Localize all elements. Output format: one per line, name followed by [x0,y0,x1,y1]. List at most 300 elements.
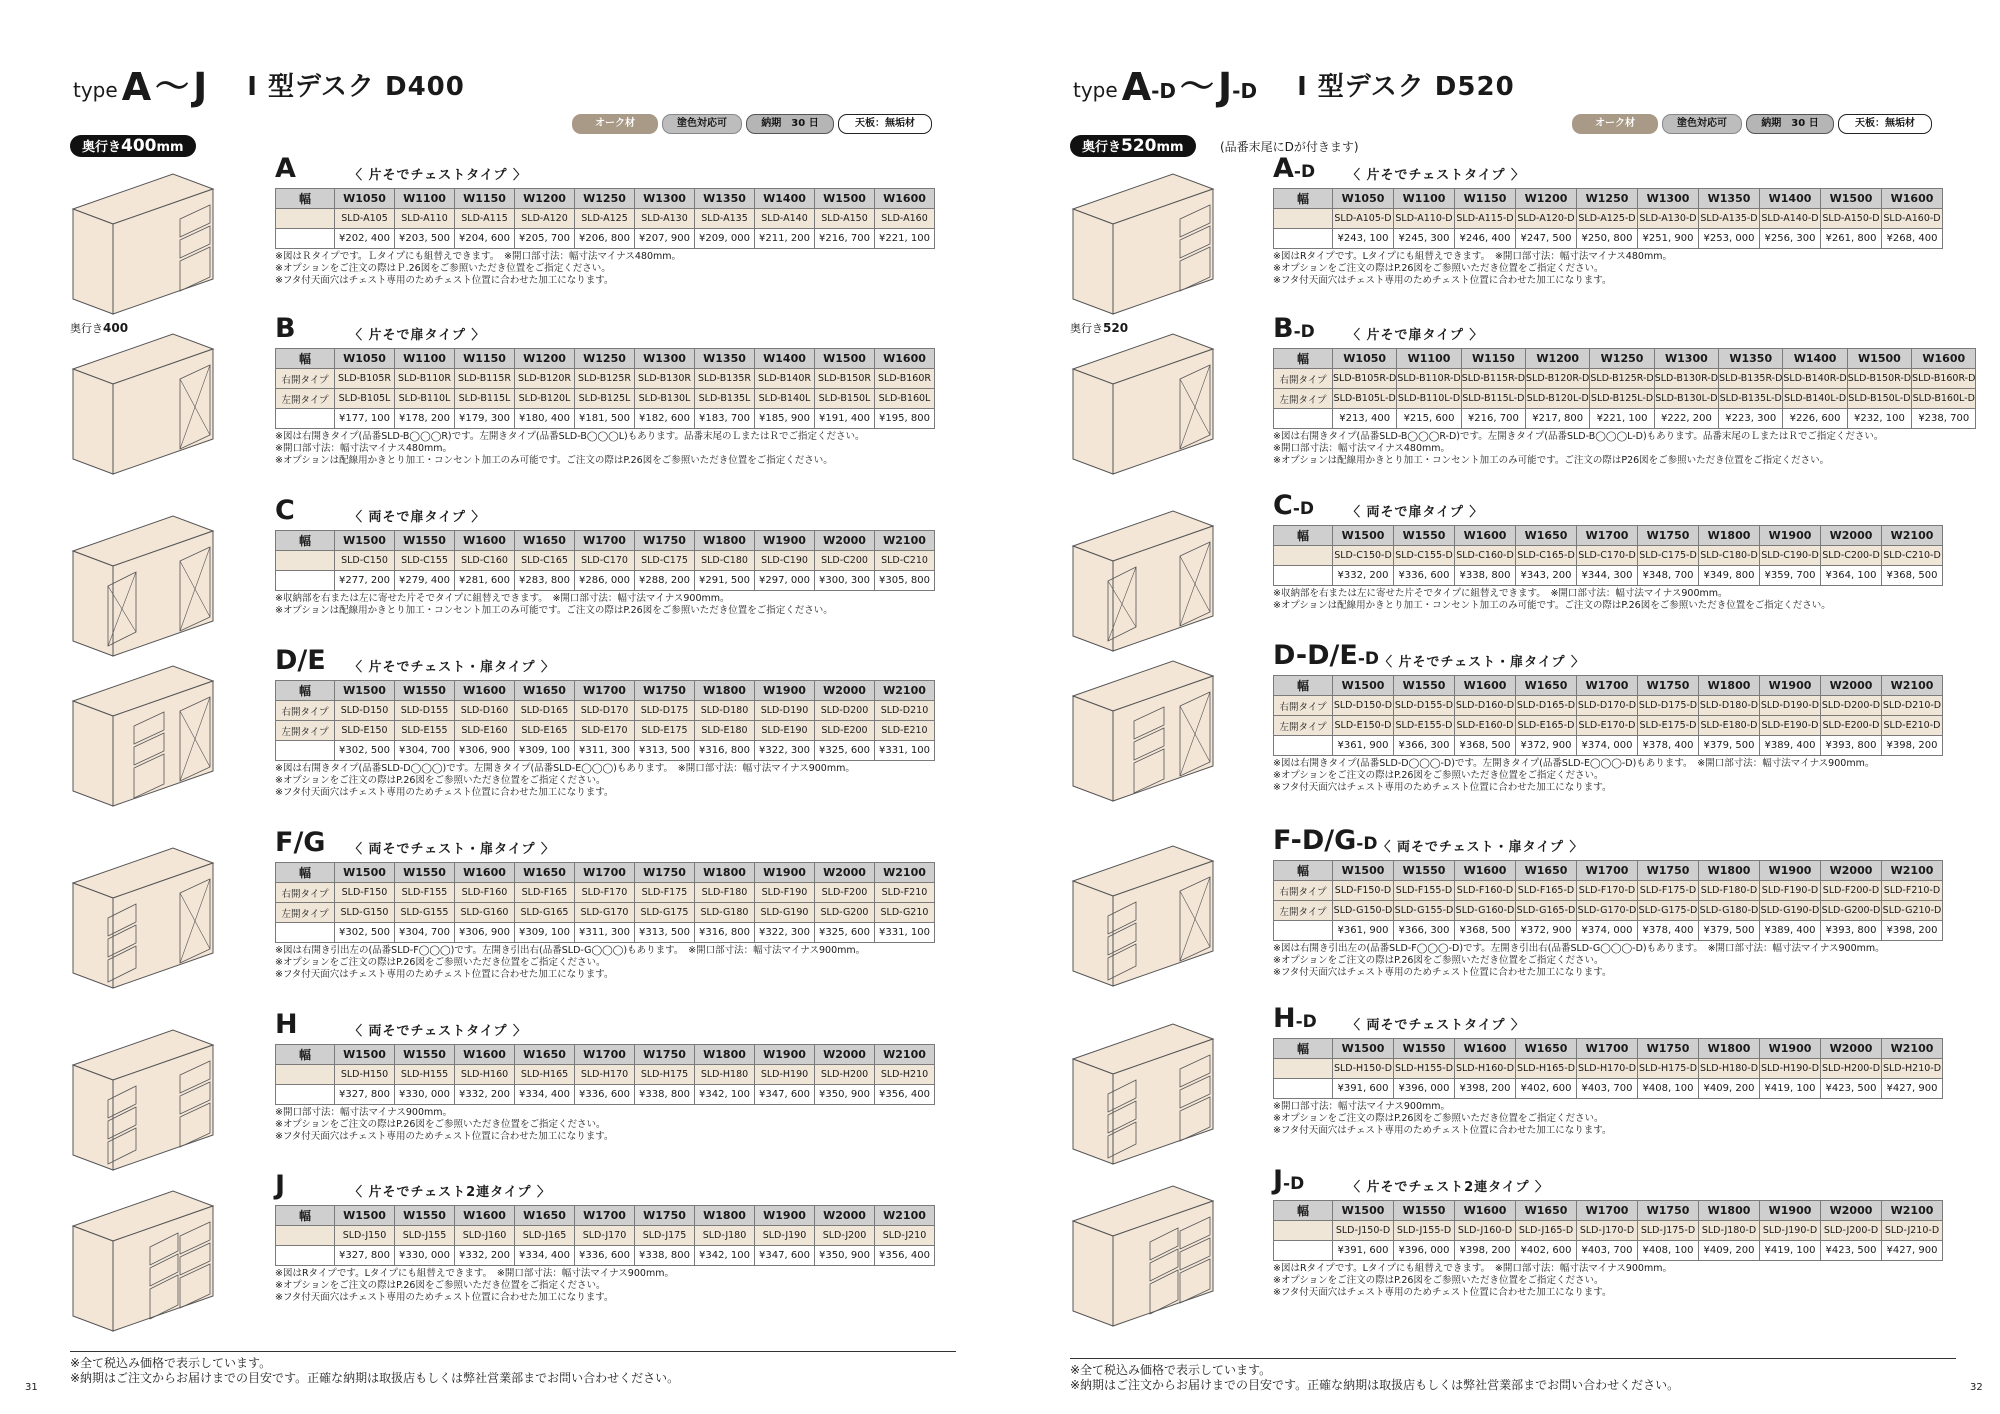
table-cell: SLD-F160 [455,883,515,903]
table-cell: SLD-B110R-D [1397,369,1461,389]
price-cell: ¥209, 000 [695,229,755,249]
table-header-cell: 幅 [1274,1039,1333,1059]
price-cell: ¥409, 200 [1699,1241,1760,1261]
price-cell: ¥247, 500 [1516,229,1577,249]
price-cell: ¥222, 200 [1654,409,1718,429]
table-cell: SLD-E155-D [1394,716,1455,736]
table-cell: SLD-C150 [335,551,395,571]
table-header-cell: W1350 [695,349,755,369]
price-cell: ¥316, 800 [695,923,755,943]
table-row [276,551,935,571]
section-subtitle: 〈 両そでチェストタイプ 〉 [1347,1018,1526,1033]
price-table [1273,525,1943,586]
table-cell: SLD-J210 [875,1226,935,1246]
note-line: ※オプションをご注文の際はP.26図をご参照いただき位置をご指定ください。 [1273,1275,1604,1286]
section-notes [275,763,935,799]
table-cell: SLD-A110-D [1394,209,1455,229]
table-header-cell: W1050 [1333,189,1394,209]
price-cell: ¥361, 900 [1333,921,1394,941]
price-cell: ¥368, 500 [1455,921,1516,941]
table-row [276,1226,935,1246]
price-table [1273,675,1943,756]
note-line: ※図はＲタイプです。Ｌタイプにも組替えできます。 ※開口部寸法：幅寸法マイナス480mm。 [275,251,682,262]
price-cell: ¥398, 200 [1882,736,1943,756]
table-cell: SLD-D170 [575,701,635,721]
table-header-cell: W1900 [755,1045,815,1065]
price-cell: ¥342, 100 [695,1246,755,1266]
table-cell: SLD-H165 [515,1065,575,1085]
table-header-cell: W1500 [335,1206,395,1226]
table-cell: SLD-C190 [755,551,815,571]
table-header-cell: 幅 [1274,526,1333,546]
price-cell: ¥334, 400 [515,1085,575,1105]
section-subtitle: 〈 両そでチェスト・扉タイプ 〉 [1377,840,1584,855]
table-cell: SLD-F160-D [1455,881,1516,901]
table-row [276,923,935,943]
row-label [1274,1079,1333,1099]
table-row [276,903,935,923]
table-cell: SLD-J165 [515,1226,575,1246]
table-cell: SLD-B140R-D [1783,369,1847,389]
price-cell: ¥393, 800 [1821,921,1882,941]
table-cell: SLD-G155-D [1394,901,1455,921]
price-cell: ¥306, 900 [455,923,515,943]
price-cell: ¥221, 100 [1590,409,1654,429]
table-cell: SLD-H200-D [1821,1059,1882,1079]
table-cell: SLD-D165-D [1516,696,1577,716]
table-cell: SLD-B110R [395,369,455,389]
table-cell: SLD-D150 [335,701,395,721]
desk-illustration-icon [1068,164,1218,328]
table-header-cell: W1200 [1516,189,1577,209]
table-row [1274,566,1943,586]
table-header-cell: W1500 [815,349,875,369]
desk-illustration-icon [68,1020,218,1184]
table-cell: SLD-F165 [515,883,575,903]
table-header-cell: W1900 [1760,1201,1821,1221]
table-header-cell: W1550 [395,863,455,883]
table-header-cell: W2000 [815,531,875,551]
table-header-cell: W1750 [635,1045,695,1065]
table-header-cell: W1900 [1760,1039,1821,1059]
table-header-cell: W1900 [755,531,815,551]
price-cell: ¥281, 600 [455,571,515,591]
badge-top: 天板：無垢材 [1838,114,1932,134]
table-header-cell: W1750 [1638,526,1699,546]
price-cell: ¥338, 800 [635,1246,695,1266]
row-label [1274,736,1333,756]
desk-illustration-icon [1068,1014,1218,1178]
table-cell: SLD-B120L [515,389,575,409]
badge-top: 天板：無垢材 [838,114,932,134]
table-header-cell: W1650 [515,681,575,701]
table-cell: SLD-D200 [815,701,875,721]
price-cell: ¥368, 500 [1882,566,1943,586]
price-cell: ¥191, 400 [815,409,875,429]
table-cell: SLD-F210 [875,883,935,903]
note-line: ※オプションをご注文の際はP.26図をご参照いただき位置をご指定ください。 [275,1280,606,1291]
table-header-cell: W2000 [1821,526,1882,546]
table-cell: SLD-A135-D [1699,209,1760,229]
table-cell: SLD-B125R-D [1590,369,1654,389]
section-1 [275,313,935,467]
table-header-cell: W2100 [875,1206,935,1226]
note-line: ※フタ付天面穴はチェスト専用のためチェスト位置に合わせた加工になります。 [275,787,614,798]
table-cell: SLD-A115 [455,209,515,229]
price-cell: ¥338, 800 [1455,566,1516,586]
table-row [276,1246,935,1266]
note-line: ※オプションは配線用かきとり加工・コンセント加工のみ可能です。ご注文の際はP.26図をご参照いただき位置をご指定ください。 [275,605,833,616]
section-subtitle: 〈 両そでチェスト・扉タイプ 〉 [349,842,556,857]
table-cell: SLD-J170-D [1577,1221,1638,1241]
price-cell: ¥309, 100 [515,741,575,761]
table-header-cell: W1650 [515,863,575,883]
table-cell: SLD-A140-D [1760,209,1821,229]
table-cell: SLD-J200-D [1821,1221,1882,1241]
section-0 [1273,153,1943,287]
section-6 [275,1170,935,1304]
price-cell: ¥302, 500 [335,741,395,761]
table-cell: SLD-F200 [815,883,875,903]
note-line: ※オプションは配線用かきとり加工・コンセント加工のみ可能です。ご注文の際はP.26図をご参照いただき位置をご指定ください。 [275,455,833,466]
row-label: 右開タイプ [1274,881,1333,901]
table-header-cell: W1600 [875,349,935,369]
table-cell: SLD-A160 [875,209,935,229]
note-line: ※開口部寸法：幅寸法マイナス480mm。 [1273,443,1451,454]
footer-note: ※全て税込み価格で表示しています。 [1070,1363,1272,1377]
table-header-cell: W1800 [695,1045,755,1065]
spec-badges [1572,114,1932,134]
note-line: ※フタ付天面穴はチェスト専用のためチェスト位置に合わせた加工になります。 [1273,967,1612,978]
table-header-cell: W1700 [575,1206,635,1226]
table-cell: SLD-H180 [695,1065,755,1085]
table-cell: SLD-G200 [815,903,875,923]
price-cell: ¥403, 700 [1577,1079,1638,1099]
type-from: A [1121,65,1152,109]
table-cell: SLD-E165-D [1516,716,1577,736]
table-cell: SLD-E150 [335,721,395,741]
desk-illustration-icon [68,324,218,488]
price-cell: ¥427, 900 [1882,1079,1943,1099]
table-cell: SLD-G155 [395,903,455,923]
type-word: type [73,78,118,102]
table-cell: SLD-F200-D [1821,881,1882,901]
row-label [276,1065,335,1085]
price-cell: ¥349, 800 [1699,566,1760,586]
price-table [1273,188,1943,249]
price-table [275,680,935,761]
table-row [1274,229,1943,249]
table-cell: SLD-H155-D [1394,1059,1455,1079]
section-header [1273,1003,1943,1036]
table-header-cell: W1650 [515,1045,575,1065]
price-cell: ¥238, 700 [1912,409,1976,429]
price-cell: ¥332, 200 [455,1246,515,1266]
table-header-cell: 幅 [276,681,335,701]
section-letter: F-D/G-D [1273,825,1378,856]
price-cell: ¥203, 500 [395,229,455,249]
note-line: ※フタ付天面穴はチェスト専用のためチェスト位置に合わせた加工になります。 [1273,782,1612,793]
price-cell: ¥181, 500 [575,409,635,429]
table-header-cell: W1650 [1516,1201,1577,1221]
table-cell: SLD-B130L [635,389,695,409]
note-line: ※図はRタイプです。Lタイプにも組替えできます。 ※開口部寸法：幅寸法マイナス900mm。 [275,1268,674,1279]
table-header-cell: 幅 [1274,349,1333,369]
price-cell: ¥268, 400 [1882,229,1943,249]
table-header-cell: W1650 [515,531,575,551]
table-header-cell: W1600 [1455,861,1516,881]
note-line: ※図は右開き引出左の(品番SLD-F◯◯◯)です。左開き引出右(品番SLD-G◯◯◯)もあります。 ※開口部寸法：幅寸法マイナス900mm。 [275,945,866,956]
table-cell: SLD-D160-D [1455,696,1516,716]
table-cell: SLD-C160 [455,551,515,571]
price-cell: ¥344, 300 [1577,566,1638,586]
table-header-cell: 幅 [276,349,335,369]
table-cell: SLD-B120R [515,369,575,389]
table-row [1274,1039,1943,1059]
price-cell: ¥368, 500 [1455,736,1516,756]
price-cell: ¥182, 600 [635,409,695,429]
table-header-cell: W2100 [1882,1201,1943,1221]
table-cell: SLD-J200 [815,1226,875,1246]
price-cell: ¥304, 700 [395,923,455,943]
price-cell: ¥327, 800 [335,1246,395,1266]
price-table [1273,1038,1943,1099]
footer-notes [1070,1358,1956,1393]
table-header-cell: W1500 [335,531,395,551]
price-cell: ¥226, 600 [1783,409,1847,429]
table-header-cell: 幅 [1274,189,1333,209]
table-header-cell: W1200 [515,189,575,209]
table-header-cell: W1100 [1394,189,1455,209]
table-header-cell: W1100 [395,189,455,209]
table-header-cell: W1750 [1638,1201,1699,1221]
row-label [1274,1241,1333,1261]
price-cell: ¥402, 600 [1516,1079,1577,1099]
table-cell: SLD-H155 [395,1065,455,1085]
table-header-cell: W1350 [1699,189,1760,209]
table-cell: SLD-D160 [455,701,515,721]
table-header-cell: W2100 [875,1045,935,1065]
price-cell: ¥334, 400 [515,1246,575,1266]
table-header-cell: W1700 [575,863,635,883]
table-header-cell: W1750 [635,863,695,883]
table-header-cell: W1300 [1638,189,1699,209]
table-header-cell: W2000 [1821,1201,1882,1221]
table-header-cell: W1750 [635,531,695,551]
table-header-cell: W1500 [335,863,395,883]
table-header-cell: W1800 [1699,526,1760,546]
table-header-cell: W1600 [455,863,515,883]
table-cell: SLD-E165 [515,721,575,741]
table-cell: SLD-D175 [635,701,695,721]
table-cell: SLD-B160L-D [1912,389,1976,409]
table-row [276,1085,935,1105]
footer-notes [70,1351,956,1386]
table-header-cell: W1500 [1333,1039,1394,1059]
table-cell: SLD-D170-D [1577,696,1638,716]
table-cell: SLD-D210 [875,701,935,721]
table-cell: SLD-J175-D [1638,1221,1699,1241]
table-header-cell: W1900 [1760,861,1821,881]
table-cell: SLD-D200-D [1821,696,1882,716]
table-header-cell: W1050 [335,189,395,209]
table-cell: SLD-A125-D [1577,209,1638,229]
desk-illustration-icon [68,506,218,670]
table-cell: SLD-B120R-D [1526,369,1590,389]
table-cell: SLD-J210-D [1882,1221,1943,1241]
price-cell: ¥316, 800 [695,741,755,761]
table-cell: SLD-J155 [395,1226,455,1246]
table-cell: SLD-F175 [635,883,695,903]
section-letter: B [275,313,296,344]
table-cell: SLD-G175-D [1638,901,1699,921]
table-cell: SLD-B115L-D [1461,389,1525,409]
table-header-cell: 幅 [276,531,335,551]
price-cell: ¥389, 400 [1760,736,1821,756]
price-cell: ¥288, 200 [635,571,695,591]
row-label [276,229,335,249]
table-cell: SLD-H170-D [1577,1059,1638,1079]
table-header-cell: W1600 [1455,1201,1516,1221]
table-row [276,531,935,551]
table-header-cell: W1550 [1394,526,1455,546]
table-cell: SLD-B135R-D [1719,369,1783,389]
section-subtitle: 〈 片そでチェスト・扉タイプ 〉 [1379,655,1586,670]
badge-paint: 塗色対応可 [1662,114,1742,134]
table-header-cell: W1600 [875,189,935,209]
table-cell: SLD-A140 [755,209,815,229]
price-cell: ¥348, 700 [1638,566,1699,586]
table-header-cell: W1300 [635,189,695,209]
note-line: ※フタ付天面穴はチェスト専用のためチェスト位置に合わせた加工になります。 [1273,1287,1612,1298]
table-header-cell: W1600 [1455,676,1516,696]
table-cell: SLD-G200-D [1821,901,1882,921]
table-cell: SLD-J190 [755,1226,815,1246]
table-header-cell: W1750 [1638,676,1699,696]
note-line: ※フタ付天面穴はチェスト専用のためチェスト位置に合わせた加工になります。 [275,1292,614,1303]
section-header [275,313,935,346]
section-letter: J [275,1170,286,1201]
table-row [1274,1059,1943,1079]
table-cell: SLD-B135R [695,369,755,389]
table-cell: SLD-J175 [635,1226,695,1246]
table-cell: SLD-H160 [455,1065,515,1085]
table-cell: SLD-C200-D [1821,546,1882,566]
table-header-cell: W1500 [1333,526,1394,546]
desk-illustration-icon [68,1181,218,1345]
table-header-cell: W1650 [1516,526,1577,546]
section-2 [275,495,935,617]
table-row [276,741,935,761]
table-cell: SLD-B135L [695,389,755,409]
section-notes [1273,251,1943,287]
price-cell: ¥332, 200 [1333,566,1394,586]
table-cell: SLD-G165-D [1516,901,1577,921]
type-tilde: 〜 [155,67,190,107]
table-cell: SLD-C210 [875,551,935,571]
row-label: 右開タイプ [276,369,335,389]
table-header-cell: W1550 [395,1206,455,1226]
section-subtitle: 〈 片そで扉タイプ 〉 [349,328,486,343]
row-label: 左開タイプ [276,389,335,409]
price-cell: ¥302, 500 [335,923,395,943]
table-header-cell: W1500 [1821,189,1882,209]
table-header-cell: W1500 [335,1045,395,1065]
table-cell: SLD-C170-D [1577,546,1638,566]
table-header-cell: 幅 [1274,861,1333,881]
table-cell: SLD-B125L-D [1590,389,1654,409]
table-header-cell: W1650 [1516,1039,1577,1059]
table-cell: SLD-D190 [755,701,815,721]
price-cell: ¥261, 800 [1821,229,1882,249]
price-cell: ¥251, 900 [1638,229,1699,249]
table-header-cell: W1500 [1333,861,1394,881]
section-letter: A [275,153,296,184]
note-line: ※図は右開きタイプ(品番SLD-D◯◯◯-D)です。左開きタイプ(品番SLD-E◯◯◯-D)もあります。 ※開口部寸法：幅寸法マイナス900mm。 [1273,758,1875,769]
table-row [1274,881,1943,901]
price-cell: ¥277, 200 [335,571,395,591]
price-table [275,188,935,249]
price-cell: ¥336, 600 [575,1246,635,1266]
price-cell: ¥338, 800 [635,1085,695,1105]
table-cell: SLD-G190-D [1760,901,1821,921]
section-letter: B-D [1273,313,1315,344]
desk-illustration-icon [1068,501,1218,665]
row-label [276,923,335,943]
section-letter: H-D [1273,1003,1317,1034]
section-header [1273,490,1943,523]
table-cell: SLD-G190 [755,903,815,923]
price-cell: ¥286, 000 [575,571,635,591]
table-cell: SLD-E170-D [1577,716,1638,736]
table-cell: SLD-J180-D [1699,1221,1760,1241]
price-cell: ¥232, 100 [1847,409,1911,429]
price-cell: ¥253, 000 [1699,229,1760,249]
table-header-cell: W1600 [455,681,515,701]
table-cell: SLD-E210 [875,721,935,741]
table-cell: SLD-H200 [815,1065,875,1085]
table-cell: SLD-G170-D [1577,901,1638,921]
table-cell: SLD-C200 [815,551,875,571]
price-cell: ¥322, 300 [755,741,815,761]
table-row [1274,1201,1943,1221]
row-label: 左開タイプ [1274,716,1333,736]
table-header-cell: 幅 [1274,676,1333,696]
table-header-cell: 幅 [276,1206,335,1226]
table-cell: SLD-F155-D [1394,881,1455,901]
table-cell: SLD-J170 [575,1226,635,1246]
price-table [275,348,935,429]
page-number: 32 [1970,1382,1983,1393]
table-header-cell: W1800 [1699,861,1760,881]
section-notes [1273,758,1943,794]
type-to: J [1218,65,1233,109]
table-cell: SLD-D155-D [1394,696,1455,716]
price-cell: ¥178, 200 [395,409,455,429]
table-cell: SLD-E175 [635,721,695,741]
table-cell: SLD-D175-D [1638,696,1699,716]
table-header-cell: W1600 [1455,1039,1516,1059]
product-title: I 型デスク D400 [247,72,465,102]
section-header [1273,640,1943,673]
table-header-cell: W1200 [515,349,575,369]
table-row [1274,349,1976,369]
table-row [1274,1241,1943,1261]
table-cell: SLD-G180 [695,903,755,923]
table-header-cell: W1650 [1516,676,1577,696]
table-header-cell: W1350 [695,189,755,209]
table-header-cell: W1800 [695,863,755,883]
